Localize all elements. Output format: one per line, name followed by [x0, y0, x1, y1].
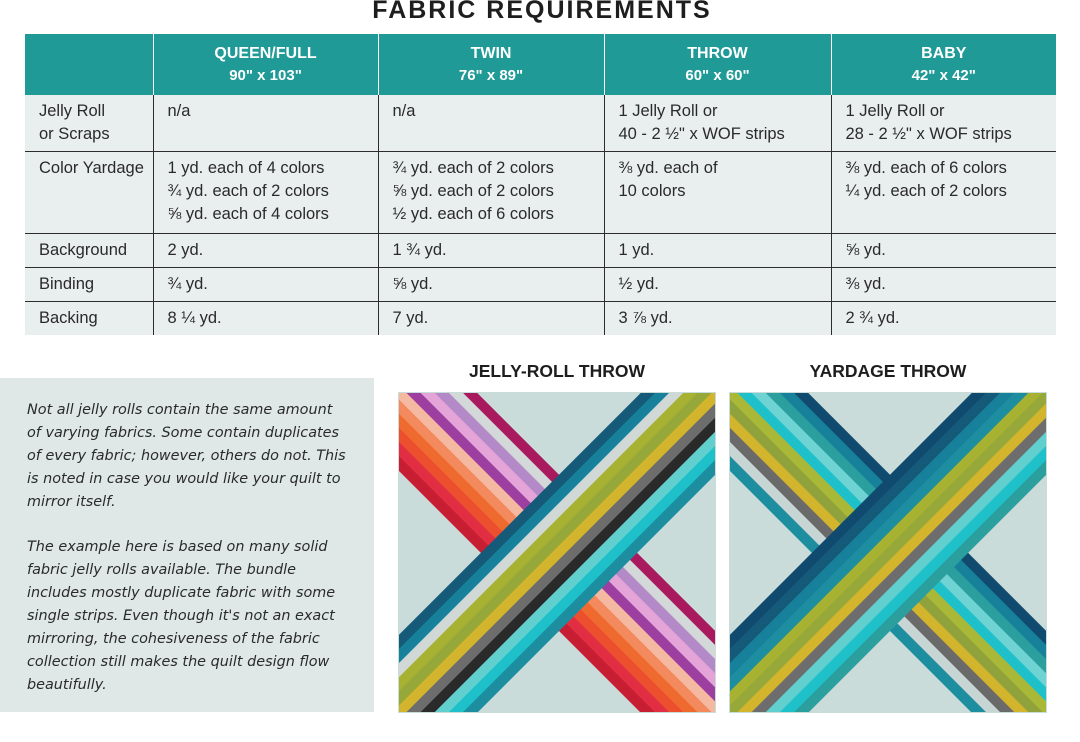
cell-line: ¾ yd. — [167, 274, 208, 293]
row-label — [25, 301, 153, 335]
cell-line: ⅝ yd. each of 2 colors — [392, 181, 554, 200]
row-label-line: Background — [39, 240, 128, 259]
column-name: BABY — [921, 44, 967, 62]
cell-line: ¼ yd. each of 2 colors — [845, 181, 1007, 200]
note-line: of every fabric; however, others do not. This — [27, 448, 346, 464]
cell-line: ⅜ yd. — [845, 274, 886, 293]
table-cell — [831, 95, 1056, 151]
cell-line: 1 Jelly Roll or — [618, 102, 718, 120]
column-name: THROW — [687, 44, 748, 62]
table-cell — [604, 267, 831, 301]
table-row-color-yardage — [25, 151, 1056, 233]
yardage-throw-title: YARDAGE THROW — [809, 361, 967, 381]
header-throw — [604, 34, 831, 95]
note-line: includes mostly duplicate fabric with some — [27, 585, 336, 601]
cell-line: ½ yd. — [618, 274, 659, 293]
cell-line: 1 yd. each of 4 colors — [167, 158, 325, 177]
cell-line: n/a — [167, 102, 191, 120]
cell-line: 7 yd. — [392, 308, 429, 327]
table-row-background — [25, 233, 1056, 267]
table-cell — [378, 151, 604, 233]
column-size: 76" x 89" — [458, 66, 524, 84]
column-size: 60" x 60" — [685, 66, 750, 84]
cell-line: n/a — [392, 102, 416, 120]
cell-line: 28 - 2 ½" x WOF strips — [845, 125, 1012, 143]
cell-line: 2 ¾ yd. — [845, 308, 900, 327]
header-blank-cell — [25, 34, 153, 95]
note-line: is noted in case you would like your quilt to — [27, 471, 341, 487]
note-paragraph-2 — [27, 536, 359, 697]
row-label — [25, 233, 153, 267]
note-line: beautifully. — [27, 677, 107, 693]
cell-line: ¾ yd. each of 2 colors — [167, 181, 329, 200]
cell-line: 1 Jelly Roll or — [845, 102, 945, 120]
jelly-roll-throw-quilt-image — [398, 392, 716, 713]
table-cell — [153, 95, 378, 151]
column-name: QUEEN/FULL — [214, 44, 317, 62]
table-cell — [378, 301, 604, 335]
row-label-line: or Scraps — [39, 125, 110, 143]
cell-line: ⅜ yd. each of — [618, 158, 718, 177]
table-cell — [153, 151, 378, 233]
cell-line: 10 colors — [618, 181, 686, 200]
note-line: mirroring, the cohesiveness of the fabric — [27, 631, 320, 647]
cell-line: ⅝ yd. — [845, 240, 886, 259]
row-label-line: Backing — [39, 308, 98, 327]
cell-line: 1 yd. — [618, 240, 655, 259]
page-title: FABRIC REQUIREMENTS — [372, 0, 712, 24]
table-cell — [378, 267, 604, 301]
table-cell — [378, 233, 604, 267]
yardage-throw-quilt-image — [729, 392, 1047, 713]
cell-line: 3 ⅞ yd. — [618, 308, 673, 327]
note-line: single strips. Even though it's not an exact — [27, 608, 335, 624]
column-name: TWIN — [470, 44, 512, 62]
note-paragraph-1 — [27, 399, 359, 514]
note-line: collection still makes the quilt design flow — [27, 654, 330, 670]
table-cell — [604, 95, 831, 151]
note-line: Not all jelly rolls contain the same amount — [27, 402, 333, 418]
cell-line: 8 ¼ yd. — [167, 308, 222, 327]
cell-line: 40 - 2 ½" x WOF strips — [618, 125, 785, 143]
cell-line: 1 ¾ yd. — [392, 240, 447, 259]
table-cell — [153, 301, 378, 335]
row-label — [25, 151, 153, 233]
cell-line: ⅜ yd. each of 6 colors — [845, 158, 1007, 177]
jelly-roll-throw-title: JELLY-ROLL THROW — [469, 361, 645, 381]
header-baby — [831, 34, 1056, 95]
cell-line: ⅝ yd. — [392, 274, 433, 293]
table-cell — [604, 233, 831, 267]
table-cell — [831, 267, 1056, 301]
header-twin — [378, 34, 604, 95]
column-size: 90" x 103" — [229, 66, 302, 84]
jelly-roll-note — [0, 378, 374, 712]
row-label — [25, 267, 153, 301]
cell-line: ⅝ yd. each of 4 colors — [167, 204, 329, 223]
table-cell — [153, 267, 378, 301]
column-size: 42" x 42" — [911, 66, 976, 84]
table-row-jelly-roll — [25, 95, 1056, 151]
table-cell — [604, 151, 831, 233]
table-row-binding — [25, 267, 1056, 301]
row-label-line: Jelly Roll — [39, 102, 106, 120]
quilt-illustration — [398, 392, 716, 713]
table-cell — [378, 95, 604, 151]
fabric-requirements-table — [25, 34, 1056, 335]
table-row-backing — [25, 301, 1056, 335]
cell-line: ¾ yd. each of 2 colors — [392, 158, 554, 177]
cell-line: ½ yd. each of 6 colors — [392, 204, 554, 223]
table-cell — [831, 233, 1056, 267]
row-label-line: Color Yardage — [39, 158, 144, 177]
note-line: The example here is based on many solid — [27, 539, 328, 555]
table-header-row — [25, 34, 1056, 95]
row-label — [25, 95, 153, 151]
quilt-illustration — [729, 392, 1047, 713]
table-cell — [831, 301, 1056, 335]
table-cell — [604, 301, 831, 335]
row-label-line: Binding — [39, 274, 95, 293]
table-cell — [153, 233, 378, 267]
table-cell — [831, 151, 1056, 233]
note-line: mirror itself. — [27, 494, 116, 510]
note-line: of varying fabrics. Some contain duplicates — [27, 425, 340, 441]
note-line: fabric jelly rolls available. The bundle — [27, 562, 296, 578]
header-queen-full — [153, 34, 378, 95]
cell-line: 2 yd. — [167, 240, 204, 259]
